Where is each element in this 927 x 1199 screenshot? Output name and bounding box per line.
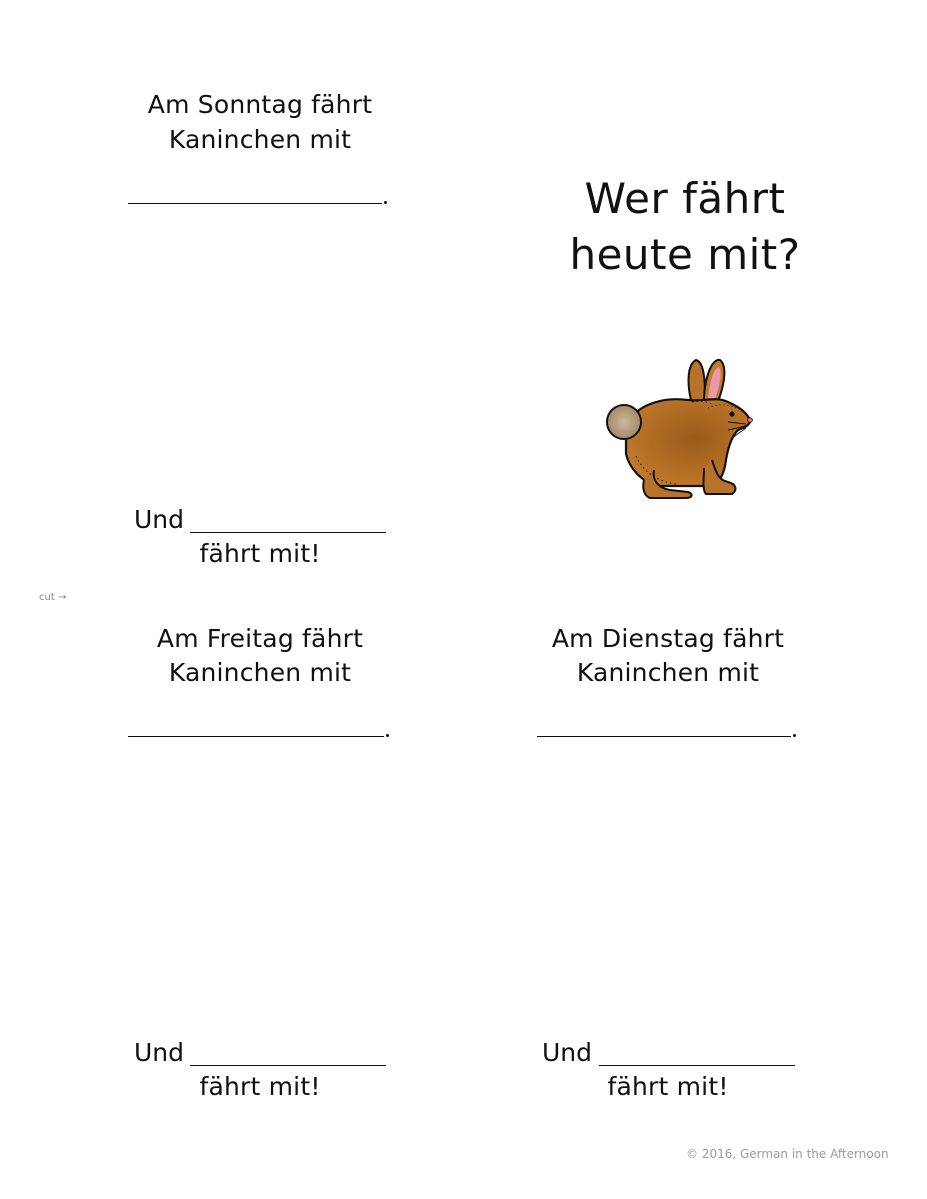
sonntag-line-2: Kaninchen mit [168, 125, 352, 154]
sonntag-name-blank [128, 203, 382, 204]
freitag-period [386, 734, 389, 737]
cut-marker [39, 591, 66, 605]
freitag-line-1: Am Freitag fährt [156, 624, 364, 653]
freitag-faehrt-mit: fährt mit! [199, 1072, 321, 1101]
freitag-und-label: Und [134, 1038, 185, 1067]
sonntag-und-label: Und [134, 505, 185, 534]
dienstag-und-blank [599, 1065, 795, 1066]
cut-label: cut [39, 592, 55, 603]
rabbit-illustration [600, 352, 760, 500]
sonntag-faehrt-mit: fährt mit! [199, 539, 321, 568]
freitag-name-blank [128, 736, 384, 737]
copyright-footer: © 2016, German in the Afternoon [686, 1147, 889, 1161]
dienstag-faehrt-mit: fährt mit! [607, 1072, 729, 1101]
dienstag-line-1: Am Dienstag fährt [551, 624, 785, 653]
sonntag-line-1: Am Sonntag fährt [147, 90, 373, 119]
dienstag-name-blank [537, 736, 791, 737]
freitag-line-2: Kaninchen mit [168, 658, 352, 687]
freitag-und-blank [190, 1065, 386, 1066]
sonntag-und-blank [190, 532, 386, 533]
sonntag-period [384, 201, 387, 204]
cover-title-line-2: heute mit? [569, 230, 801, 279]
dienstag-und-label: Und [542, 1038, 593, 1067]
dienstag-period [793, 734, 796, 737]
dienstag-line-2: Kaninchen mit [576, 658, 760, 687]
arrow-right-icon: → [57, 592, 67, 603]
cover-title-line-1: Wer fährt [584, 174, 786, 223]
